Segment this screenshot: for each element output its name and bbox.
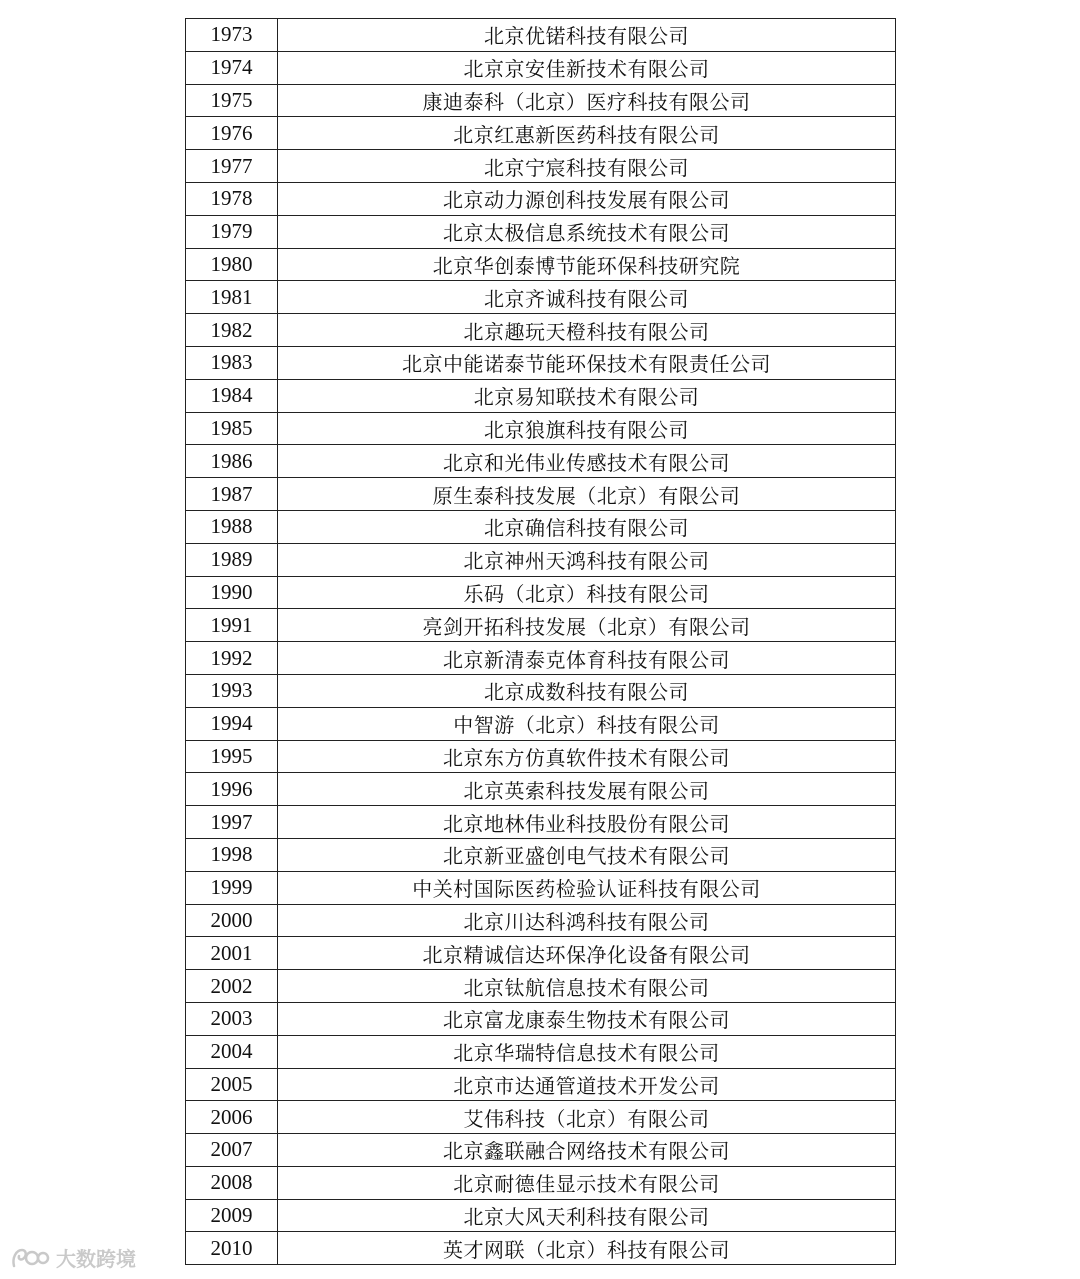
- company-name-cell: 北京优锘科技有限公司: [278, 19, 896, 52]
- row-number-cell: 2010: [186, 1232, 278, 1265]
- row-number-cell: 1975: [186, 84, 278, 117]
- company-name-cell: 原生泰科技发展（北京）有限公司: [278, 478, 896, 511]
- company-name-cell: 中智游（北京）科技有限公司: [278, 707, 896, 740]
- company-name-cell: 北京精诚信达环保净化设备有限公司: [278, 937, 896, 970]
- table-row: [186, 642, 896, 675]
- row-number-cell: 2002: [186, 970, 278, 1003]
- table-row: [186, 182, 896, 215]
- row-number-cell: 2006: [186, 1101, 278, 1134]
- table-row: [186, 281, 896, 314]
- company-name-cell: 北京齐诚科技有限公司: [278, 281, 896, 314]
- company-name-cell: 北京易知联技术有限公司: [278, 379, 896, 412]
- table-row: [186, 150, 896, 183]
- table-row: [186, 1068, 896, 1101]
- row-number-cell: 1982: [186, 314, 278, 347]
- table-row: [186, 609, 896, 642]
- company-name-cell: 北京大风天利科技有限公司: [278, 1199, 896, 1232]
- table-row: [186, 576, 896, 609]
- company-name-cell: 北京英索科技发展有限公司: [278, 773, 896, 806]
- row-number-cell: 2000: [186, 904, 278, 937]
- row-number-cell: 1987: [186, 478, 278, 511]
- row-number-cell: 2001: [186, 937, 278, 970]
- row-number-cell: 1980: [186, 248, 278, 281]
- company-name-cell: 北京京安佳新技术有限公司: [278, 51, 896, 84]
- table-row: [186, 674, 896, 707]
- row-number-cell: 1979: [186, 215, 278, 248]
- company-name-cell: 乐码（北京）科技有限公司: [278, 576, 896, 609]
- company-name-cell: 康迪泰科（北京）医疗科技有限公司: [278, 84, 896, 117]
- row-number-cell: 1985: [186, 412, 278, 445]
- table-row: [186, 871, 896, 904]
- table-row: [186, 510, 896, 543]
- table-row: [186, 51, 896, 84]
- company-name-cell: 北京狼旗科技有限公司: [278, 412, 896, 445]
- company-name-cell: 北京趣玩天橙科技有限公司: [278, 314, 896, 347]
- company-name-cell: 北京成数科技有限公司: [278, 674, 896, 707]
- row-number-cell: 1995: [186, 740, 278, 773]
- row-number-cell: 1986: [186, 445, 278, 478]
- table-row: [186, 1134, 896, 1167]
- table-row: [186, 346, 896, 379]
- table-row: [186, 970, 896, 1003]
- table-row: [186, 937, 896, 970]
- row-number-cell: 1991: [186, 609, 278, 642]
- row-number-cell: 1984: [186, 379, 278, 412]
- company-list-table: [185, 18, 896, 1265]
- row-number-cell: 1978: [186, 182, 278, 215]
- table-row: [186, 543, 896, 576]
- row-number-cell: 2008: [186, 1166, 278, 1199]
- company-name-cell: 北京东方仿真软件技术有限公司: [278, 740, 896, 773]
- row-number-cell: 1983: [186, 346, 278, 379]
- row-number-cell: 1981: [186, 281, 278, 314]
- company-name-cell: 艾伟科技（北京）有限公司: [278, 1101, 896, 1134]
- table-row: [186, 1166, 896, 1199]
- row-number-cell: 1993: [186, 674, 278, 707]
- row-number-cell: 1989: [186, 543, 278, 576]
- row-number-cell: 2004: [186, 1035, 278, 1068]
- row-number-cell: 1974: [186, 51, 278, 84]
- company-name-cell: 北京新亚盛创电气技术有限公司: [278, 838, 896, 871]
- row-number-cell: 1988: [186, 510, 278, 543]
- table-row: [186, 478, 896, 511]
- table-row: [186, 773, 896, 806]
- company-name-cell: 北京红惠新医药科技有限公司: [278, 117, 896, 150]
- company-name-cell: 北京耐德佳显示技术有限公司: [278, 1166, 896, 1199]
- row-number-cell: 1976: [186, 117, 278, 150]
- table-row: [186, 19, 896, 52]
- company-name-cell: 北京钛航信息技术有限公司: [278, 970, 896, 1003]
- table-row: [186, 1199, 896, 1232]
- table-row: [186, 904, 896, 937]
- table-row: [186, 379, 896, 412]
- watermark: [10, 1243, 136, 1272]
- company-name-cell: 北京神州天鸿科技有限公司: [278, 543, 896, 576]
- row-number-cell: 1992: [186, 642, 278, 675]
- table-body: [186, 19, 896, 1265]
- row-number-cell: 1999: [186, 871, 278, 904]
- table-row: [186, 215, 896, 248]
- table-row: [186, 1002, 896, 1035]
- company-name-cell: 北京动力源创科技发展有限公司: [278, 182, 896, 215]
- company-name-cell: 中关村国际医药检验认证科技有限公司: [278, 871, 896, 904]
- row-number-cell: 2005: [186, 1068, 278, 1101]
- table-row: [186, 248, 896, 281]
- company-name-cell: 北京华创泰博节能环保科技研究院: [278, 248, 896, 281]
- company-name-cell: 北京太极信息系统技术有限公司: [278, 215, 896, 248]
- row-number-cell: 1996: [186, 773, 278, 806]
- table-row: [186, 84, 896, 117]
- company-name-cell: 北京川达科鸿科技有限公司: [278, 904, 896, 937]
- company-name-cell: 北京富龙康泰生物技术有限公司: [278, 1002, 896, 1035]
- company-name-cell: 北京中能诺泰节能环保技术有限责任公司: [278, 346, 896, 379]
- company-name-cell: 北京市达通管道技术开发公司: [278, 1068, 896, 1101]
- company-name-cell: 北京新清泰克体育科技有限公司: [278, 642, 896, 675]
- row-number-cell: 1977: [186, 150, 278, 183]
- row-number-cell: 2007: [186, 1134, 278, 1167]
- row-number-cell: 2003: [186, 1002, 278, 1035]
- table-row: [186, 806, 896, 839]
- dashuju-logo-icon: [10, 1246, 50, 1270]
- table-row: [186, 314, 896, 347]
- table-row: [186, 117, 896, 150]
- company-name-cell: 北京和光伟业传感技术有限公司: [278, 445, 896, 478]
- table-row: [186, 1232, 896, 1265]
- row-number-cell: 2009: [186, 1199, 278, 1232]
- row-number-cell: 1994: [186, 707, 278, 740]
- company-name-cell: 英才网联（北京）科技有限公司: [278, 1232, 896, 1265]
- table-row: [186, 838, 896, 871]
- company-name-cell: 亮剑开拓科技发展（北京）有限公司: [278, 609, 896, 642]
- company-name-cell: 北京地林伟业科技股份有限公司: [278, 806, 896, 839]
- company-name-cell: 北京鑫联融合网络技术有限公司: [278, 1134, 896, 1167]
- watermark-text: 大数跨境: [56, 1247, 136, 1271]
- row-number-cell: 1990: [186, 576, 278, 609]
- row-number-cell: 1998: [186, 838, 278, 871]
- table-row: [186, 445, 896, 478]
- company-name-cell: 北京确信科技有限公司: [278, 510, 896, 543]
- table-row: [186, 707, 896, 740]
- company-name-cell: 北京华瑞特信息技术有限公司: [278, 1035, 896, 1068]
- company-name-cell: 北京宁宸科技有限公司: [278, 150, 896, 183]
- table-row: [186, 740, 896, 773]
- row-number-cell: 1997: [186, 806, 278, 839]
- table-row: [186, 1035, 896, 1068]
- row-number-cell: 1973: [186, 19, 278, 52]
- table-row: [186, 1101, 896, 1134]
- table-row: [186, 412, 896, 445]
